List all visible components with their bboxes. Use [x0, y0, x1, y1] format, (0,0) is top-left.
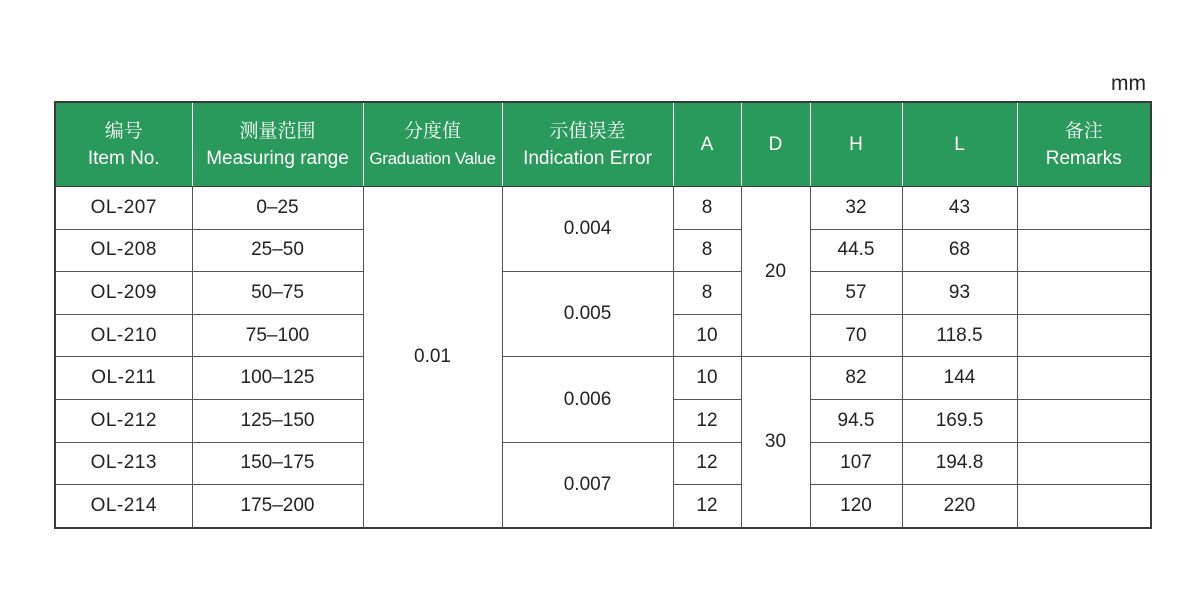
header-remarks — [1017, 102, 1151, 187]
a-cell: 10 — [673, 357, 741, 400]
item-no-cell: OL-209 — [55, 272, 192, 315]
item-no-cell: OL-213 — [55, 442, 192, 485]
item-no-cell: OL-208 — [55, 229, 192, 272]
l-cell: 169.5 — [902, 400, 1017, 443]
header-indication-error-en: Indication Error — [523, 147, 652, 169]
h-cell: 82 — [810, 357, 902, 400]
a-cell: 8 — [673, 187, 741, 230]
d-cell: 20 — [741, 187, 810, 357]
d-cell: 30 — [741, 357, 810, 528]
range-cell: 25–50 — [192, 229, 363, 272]
l-cell: 144 — [902, 357, 1017, 400]
remarks-cell — [1017, 357, 1151, 400]
header-h: H — [810, 102, 902, 187]
header-l: L — [902, 102, 1017, 187]
header-item-no-zh: 编号 — [104, 120, 143, 142]
remarks-cell — [1017, 272, 1151, 315]
header-graduation-value-zh: 分度值 — [403, 120, 461, 142]
range-cell: 100–125 — [192, 357, 363, 400]
header-remarks-en: Remarks — [1045, 147, 1122, 169]
graduation-value-cell: 0.01 — [363, 187, 502, 529]
indication-error-cell: 0.004 — [502, 187, 673, 272]
l-cell: 118.5 — [902, 314, 1017, 357]
a-cell: 8 — [673, 272, 741, 315]
a-cell: 10 — [673, 314, 741, 357]
range-cell: 150–175 — [192, 442, 363, 485]
h-cell: 32 — [810, 187, 902, 230]
range-cell: 175–200 — [192, 485, 363, 528]
header-indication-error-zh: 示值误差 — [549, 120, 626, 142]
range-cell: 125–150 — [192, 400, 363, 443]
remarks-cell — [1017, 314, 1151, 357]
header-a: A — [673, 102, 741, 187]
range-cell: 75–100 — [192, 314, 363, 357]
header-measuring-range — [192, 102, 363, 187]
range-cell: 50–75 — [192, 272, 363, 315]
remarks-cell — [1017, 187, 1151, 230]
l-cell: 43 — [902, 187, 1017, 230]
spec-table — [54, 101, 1152, 529]
table-row — [55, 187, 1151, 230]
item-no-cell: OL-212 — [55, 400, 192, 443]
l-cell: 93 — [902, 272, 1017, 315]
a-cell: 8 — [673, 229, 741, 272]
header-graduation-value-en: Graduation Value — [369, 148, 496, 168]
remarks-cell — [1017, 442, 1151, 485]
a-cell: 12 — [673, 485, 741, 528]
remarks-cell — [1017, 229, 1151, 272]
range-cell: 0–25 — [192, 187, 363, 230]
item-no-cell: OL-214 — [55, 485, 192, 528]
header-item-no-en: Item No. — [87, 147, 160, 169]
a-cell: 12 — [673, 442, 741, 485]
h-cell: 70 — [810, 314, 902, 357]
h-cell: 107 — [810, 442, 902, 485]
indication-error-cell: 0.005 — [502, 272, 673, 357]
l-cell: 68 — [902, 229, 1017, 272]
item-no-cell: OL-207 — [55, 187, 192, 230]
header-indication-error — [502, 102, 673, 187]
header-measuring-range-zh: 测量范围 — [239, 120, 316, 142]
table-row — [55, 272, 1151, 315]
l-cell: 194.8 — [902, 442, 1017, 485]
item-no-cell: OL-211 — [55, 357, 192, 400]
header-d: D — [741, 102, 810, 187]
header-remarks-zh: 备注 — [1064, 120, 1103, 142]
table-row — [55, 357, 1151, 400]
remarks-cell — [1017, 400, 1151, 443]
unit-label: mm — [1111, 72, 1146, 95]
h-cell: 57 — [810, 272, 902, 315]
l-cell: 220 — [902, 485, 1017, 528]
indication-error-cell: 0.006 — [502, 357, 673, 442]
indication-error-cell: 0.007 — [502, 442, 673, 528]
header-row — [55, 102, 1151, 187]
remarks-cell — [1017, 485, 1151, 528]
header-item-no — [55, 102, 192, 187]
header-graduation-value — [363, 102, 502, 187]
h-cell: 94.5 — [810, 400, 902, 443]
a-cell: 12 — [673, 400, 741, 443]
h-cell: 120 — [810, 485, 902, 528]
h-cell: 44.5 — [810, 229, 902, 272]
table-row — [55, 442, 1151, 485]
header-measuring-range-en: Measuring range — [206, 147, 349, 169]
item-no-cell: OL-210 — [55, 314, 192, 357]
